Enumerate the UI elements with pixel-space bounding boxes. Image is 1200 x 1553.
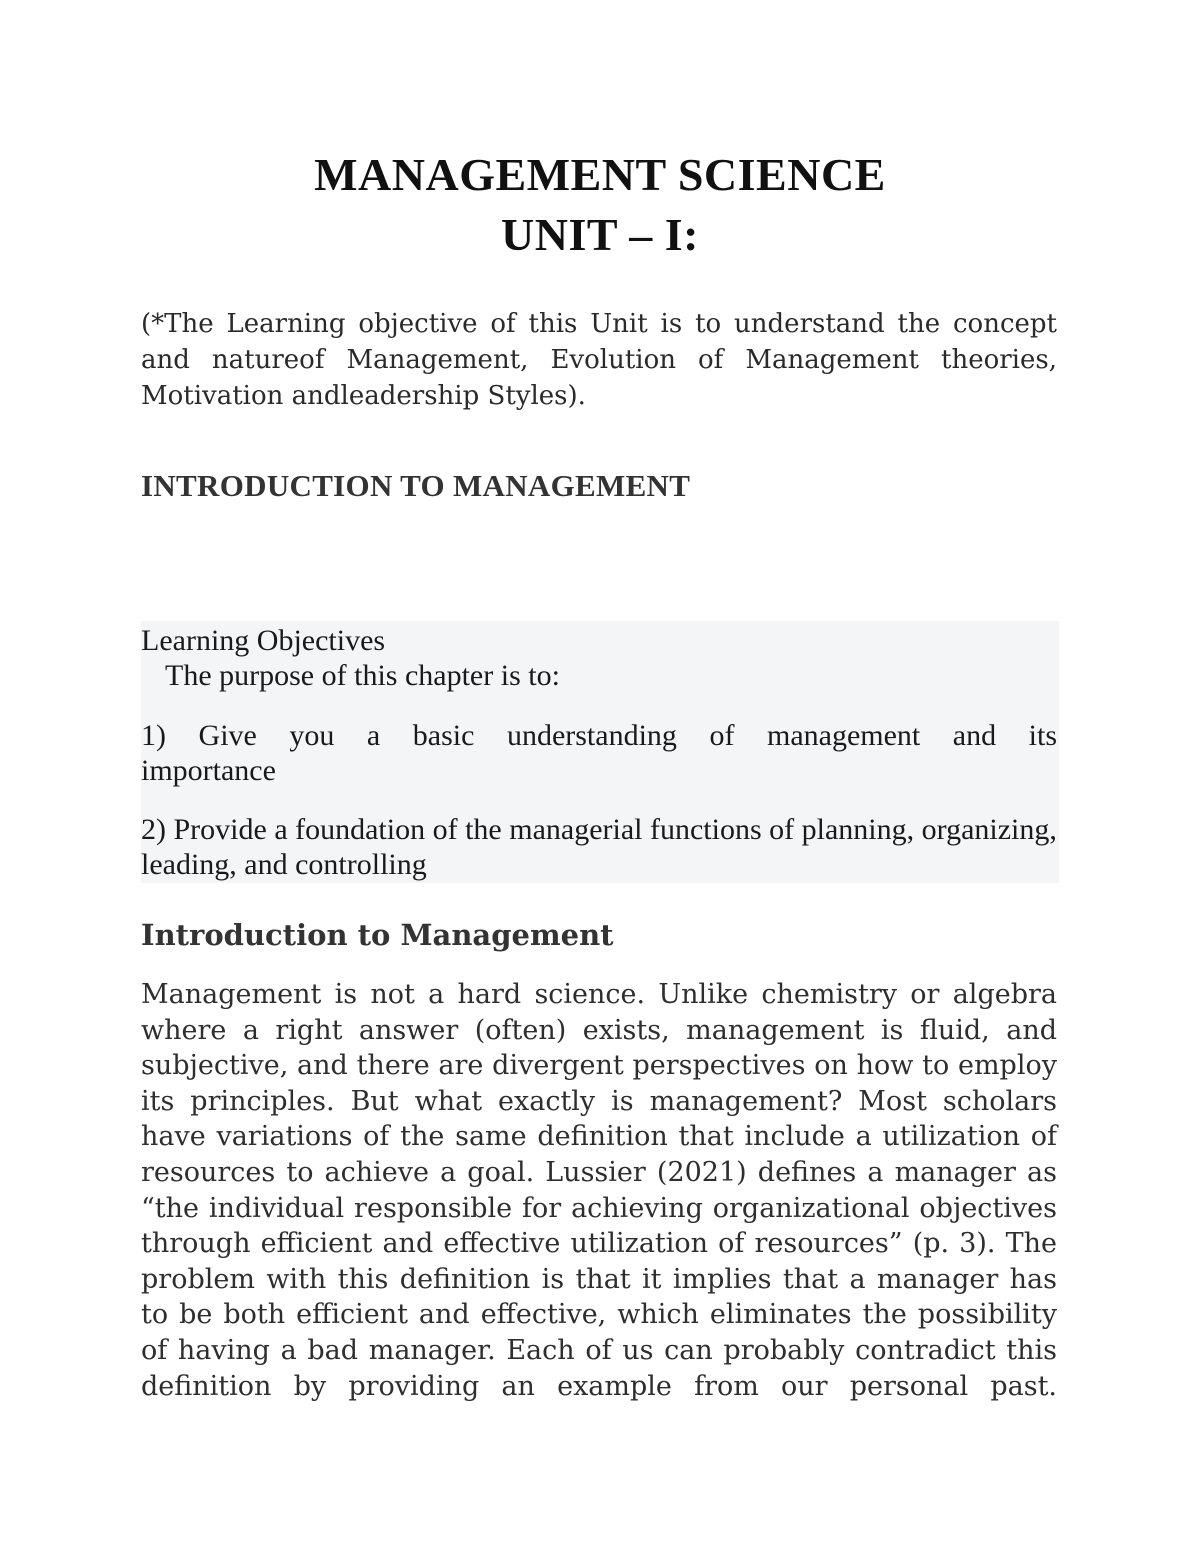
learning-objectives-lead: The purpose of this chapter is to: [165,659,560,692]
objective-item-1-line1: 1) Give you a basic understanding of management and its [141,719,1057,752]
learning-objective-note: (*The Learning objective of this Unit is to understand the concept and natureof Management, Evolution of Management theories, Motivation andleadership Styles). [141,309,1057,411]
introduction-body: Management is not a hard science. Unlike chemistry or algebra where a right answer (often) exists, management is fluid, and subjective, and there are divergent perspectives on how to employ its principles. But what exactly is management? Most scholars have variations of the same definition that include a utilization of resources to achieve a goal. Lussier (2021) defines a manager as “the individual responsible for achieving organizational objectives through efficient and effective utilization of resources” (p. 3). The problem with this definition is that it implies that a manager has to be both efficient and effective, which eliminates the possibility of having a bad manager. Each of us can probably contradict this definition by providing an example from our personal past. [141,979,1057,1402]
objective-item-1 [141,718,1057,788]
unit-title: UNIT – I: [501,209,699,260]
learning-objectives-title: Learning Objectives [141,624,386,657]
objective-item-1-line2: importance [141,754,276,787]
section-heading: INTRODUCTION TO MANAGEMENT [141,468,691,503]
objective-item-2: 2) Provide a foundation of the managerial functions of planning, organizing, leading, and controlling [141,813,1057,881]
introduction-heading: Introduction to Management [141,918,614,952]
document-title: MANAGEMENT SCIENCE [314,149,886,200]
title-block [0,145,1200,265]
